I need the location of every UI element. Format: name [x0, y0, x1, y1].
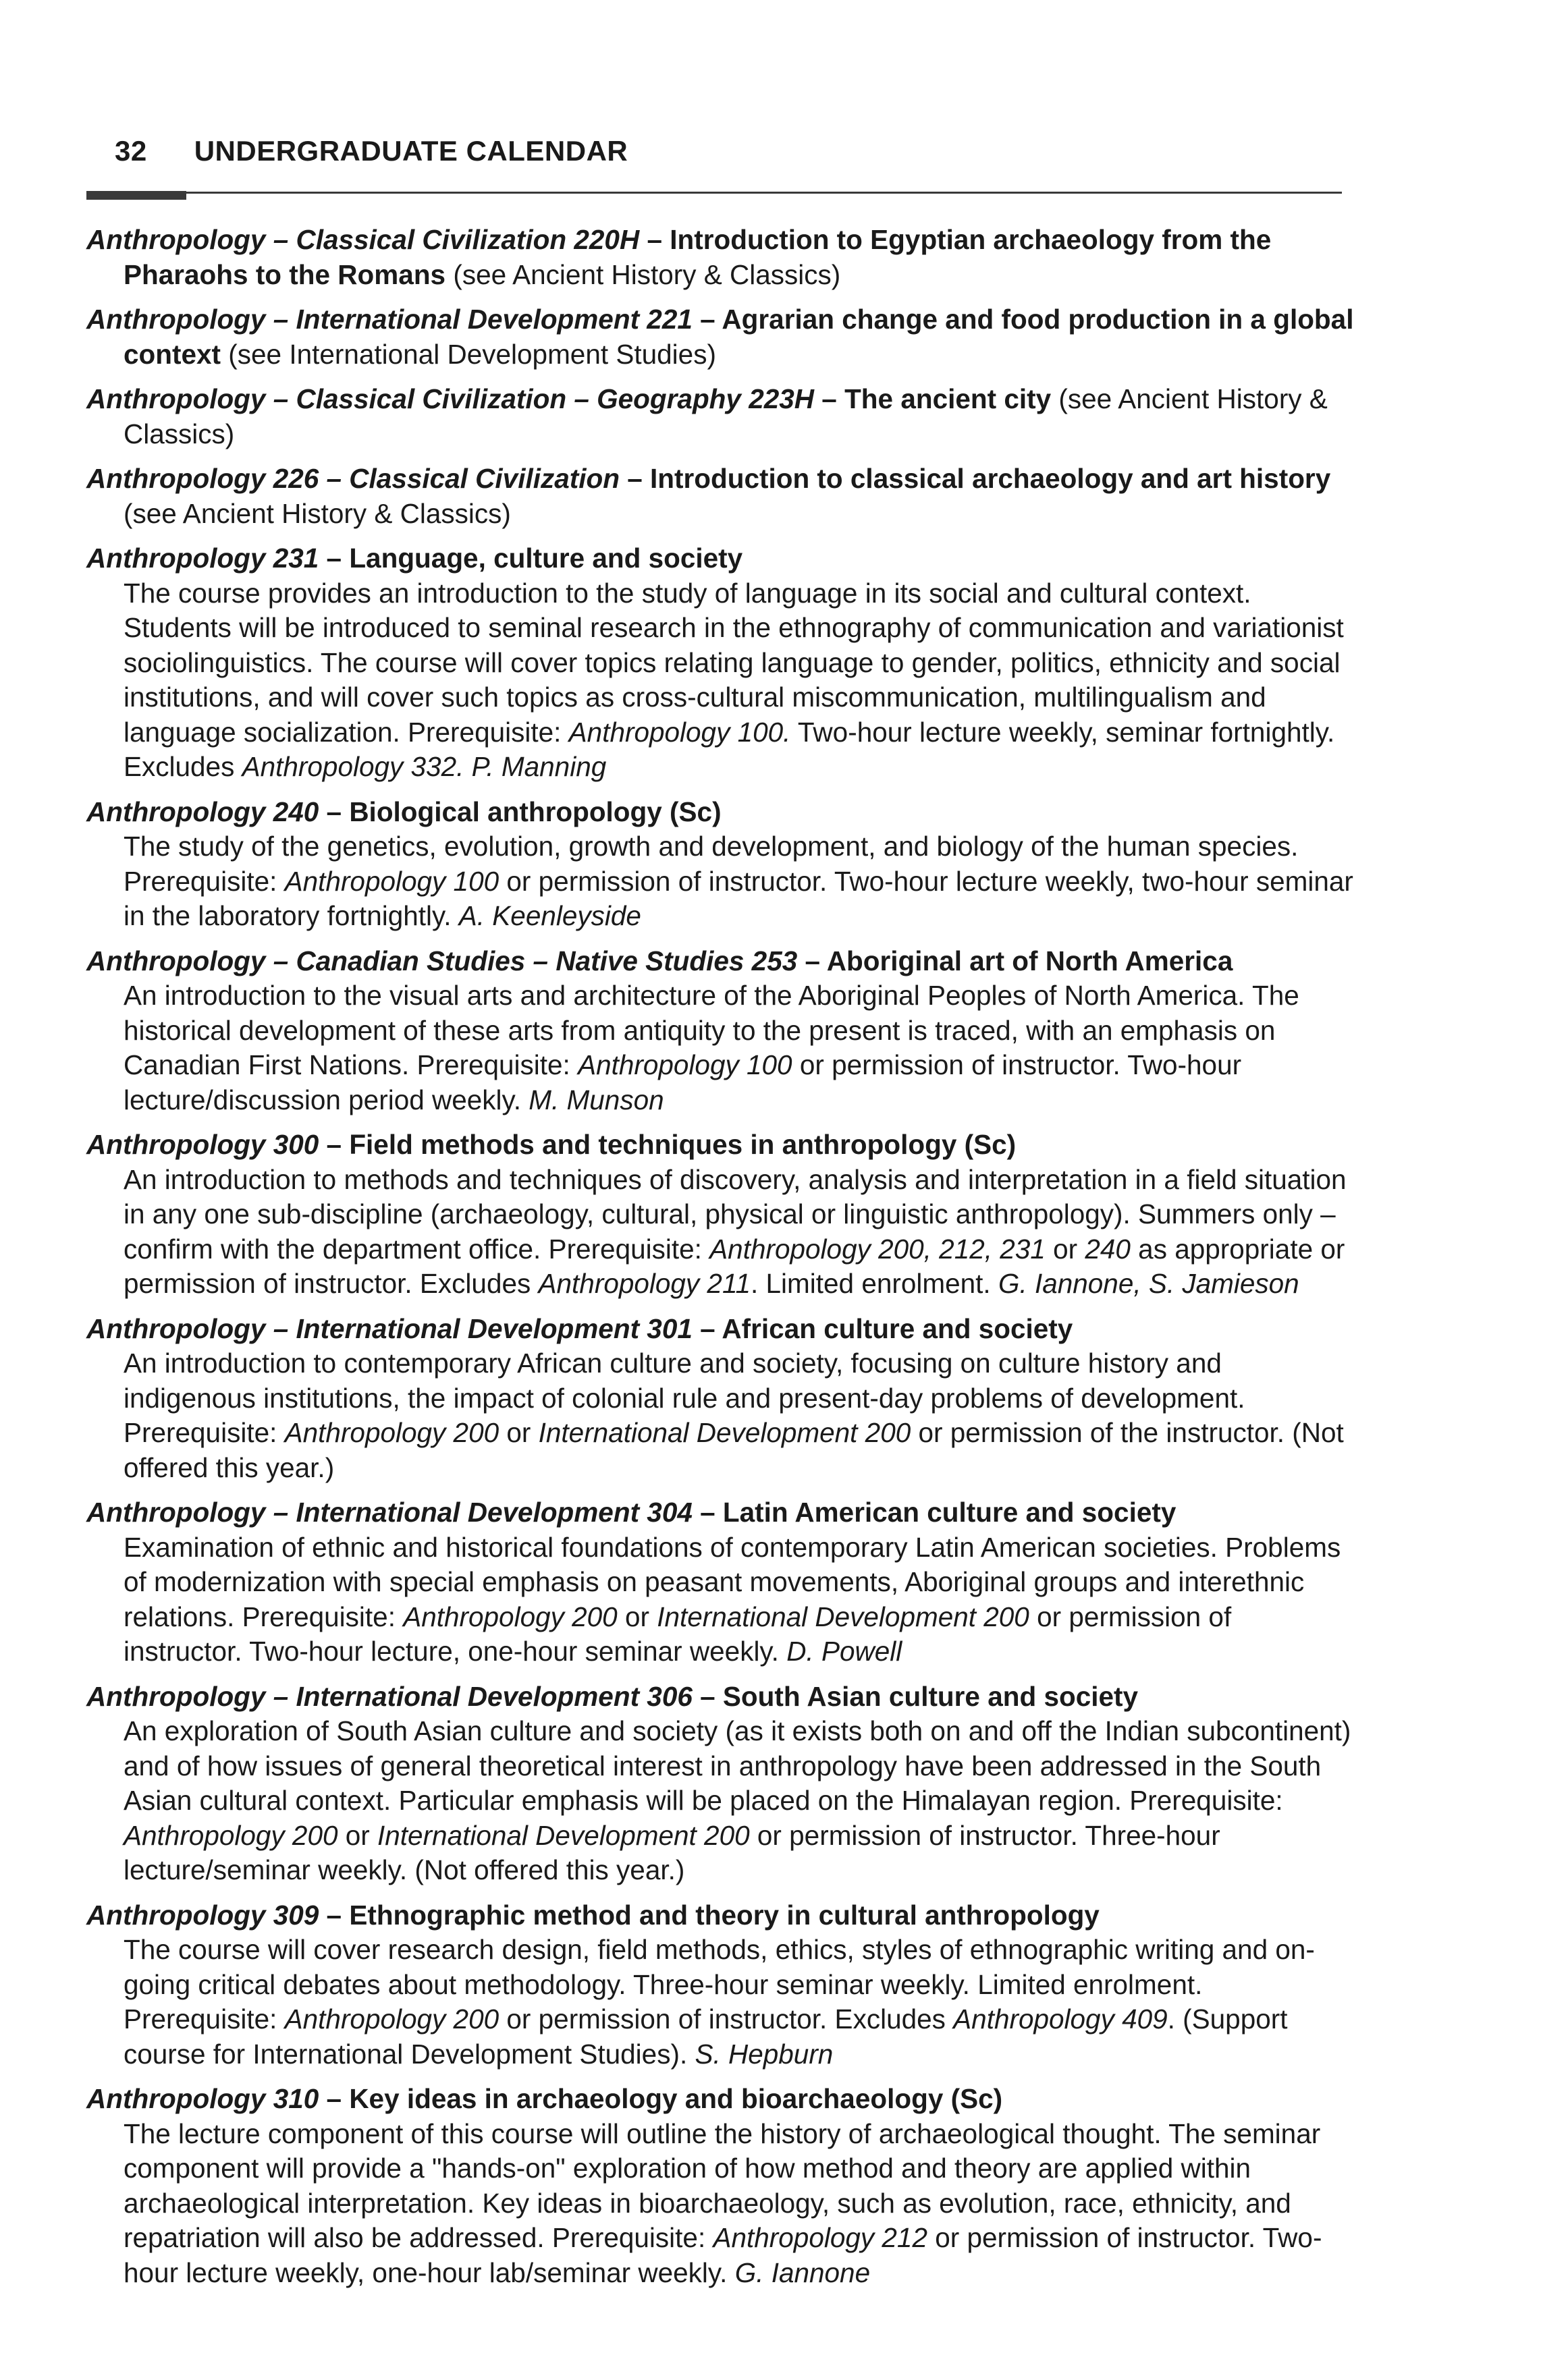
course-name: Latin American culture and society [722, 1497, 1177, 1528]
course-title: Anthropology 309 – Ethnographic method and theory in cultural anthropology [86, 1899, 1100, 1931]
course-title: Anthropology – Canadian Studies – Native Studies 253 – Aboriginal art of North America [86, 945, 1233, 976]
course-entry [86, 462, 1355, 531]
course-code: Anthropology 309 [86, 1899, 319, 1931]
course-title: Anthropology – Classical Civilization 220H – Introduction to Egyptian archaeology from the Pharaohs to the Romans (see Ancient History & Classics) [86, 224, 1272, 290]
course-name: Key ideas in archaeology and bioarchaeology (Sc) [349, 2083, 1003, 2114]
course-name: Aboriginal art of North America [826, 945, 1233, 976]
course-list [86, 223, 1355, 2300]
cross-reference: (see International Development Studies) [221, 338, 716, 370]
course-name: Agrarian change and food production in a global context [124, 304, 1354, 370]
course-entry [86, 944, 1355, 1118]
course-code: Anthropology – International Development 221 [86, 304, 693, 335]
course-description: The course provides an introduction to the study of language in its social and cultural context. Students will be introduced to seminal research in the ethnography of communication and variationist sociolinguistics. The course will cover topics relating language to gender, politics, ethnicity and social institutions, and will cover such topics as cross-cultural miscommunication, multilingualism and language socialization. Prerequisite: Anthropology 100. Two-hour lecture weekly, seminar fortnightly. Excludes Anthropology 332. P. Manning [124, 577, 1344, 782]
course-description: An introduction to the visual arts and architecture of the Aboriginal Peoples of North America. The historical development of these arts from antiquity to the present is traced, with an emphasis on Canadian First Nations. Prerequisite: Anthropology 100 or permission of instructor. Two-hour lecture/discussion period weekly. M. Munson [124, 980, 1299, 1115]
course-description: Examination of ethnic and historical foundations of contemporary Latin American societies. Problems of modernization with special emphasis on peasant movements, Aboriginal groups and interethnic relations. Prerequisite: Anthropology 200 or International Development 200 or permission of instructor. Two-hour lecture, one-hour seminar weekly. D. Powell [124, 1531, 1341, 1667]
course-entry [86, 223, 1355, 292]
course-code: Anthropology 231 [86, 543, 319, 574]
course-code: Anthropology 310 [86, 2083, 319, 2114]
course-name: African culture and society [722, 1312, 1073, 1344]
course-title: Anthropology 310 – Key ideas in archaeology and bioarchaeology (Sc) [86, 2083, 1003, 2114]
course-description: The course will cover research design, field methods, ethics, styles of ethnographic writing and on-going critical debates about methodology. Three-hour seminar weekly. Limited enrolment. Prerequisite: Anthropology 200 or permission of instructor. Excludes Anthropology 409. (Support course for International Development Studies). S. Hepburn [124, 1934, 1315, 2070]
course-title: Anthropology – International Development 301 – African culture and society [86, 1312, 1073, 1344]
course-description: An introduction to methods and techniques of discovery, analysis and interpretation in a field situation in any one sub-discipline (archaeology, cultural, physical or linguistic anthropology). Summers only – confirm with the department office. Prerequisite: Anthropology 200, 212, 231 or 240 as appropriate or permission of instructor. Excludes Anthropology 211. Limited enrolment. G. Iannone, S. Jamieson [124, 1163, 1347, 1299]
page-number: 32 [115, 135, 147, 167]
course-name: Language, culture and society [349, 543, 743, 574]
header-title: UNDERGRADUATE CALENDAR [194, 135, 628, 167]
course-title: Anthropology 300 – Field methods and techniques in anthropology (Sc) [86, 1129, 1017, 1160]
course-entry [86, 1680, 1355, 1888]
cross-reference: (see Ancient History & Classics) [124, 383, 1328, 449]
course-entry [86, 1495, 1355, 1669]
course-name: Ethnographic method and theory in cultural anthropology [349, 1899, 1100, 1931]
cross-reference: (see Ancient History & Classics) [124, 497, 511, 529]
header-rule-accent [86, 191, 186, 200]
course-title: Anthropology – Classical Civilization – Geography 223H – The ancient city (see Ancient History & Classics) [86, 383, 1328, 449]
course-description: The lecture component of this course will outline the history of archaeological thought. The seminar component will provide a "hands-on" exploration of how method and theory are applied within archaeological interpretation. Key ideas in bioarchaeology, such as evolution, race, ethnicity, and repatriation will also be addressed. Prerequisite: Anthropology 212 or permission of instructor. Two-hour lecture weekly, one-hour lab/seminar weekly. G. Iannone [124, 2118, 1322, 2288]
course-name: Biological anthropology (Sc) [349, 796, 722, 827]
course-code: Anthropology 300 [86, 1129, 319, 1160]
course-title: Anthropology – International Development 221 – Agrarian change and food production in a global context (see International Development Studies) [86, 304, 1354, 370]
course-title: Anthropology 231 – Language, culture and society [86, 543, 743, 574]
course-code: Anthropology 226 – Classical Civilization [86, 463, 620, 494]
course-entry [86, 795, 1355, 934]
course-description: The study of the genetics, evolution, growth and development, and biology of the human species. Prerequisite: Anthropology 100 or permission of instructor. Two-hour lecture weekly, two-hour seminar in the laboratory fortnightly. A. Keenleyside [124, 831, 1353, 931]
course-entry [86, 382, 1355, 451]
course-code: Anthropology – International Development 304 [86, 1497, 693, 1528]
course-title: Anthropology 226 – Classical Civilization – Introduction to classical archaeology and art history (see Ancient History & Classics) [86, 463, 1331, 529]
course-entry [86, 2082, 1355, 2290]
course-title: Anthropology 240 – Biological anthropology (Sc) [86, 796, 722, 827]
course-entry [86, 1898, 1355, 2072]
course-entry [86, 302, 1355, 372]
course-entry [86, 1128, 1355, 1302]
course-title: Anthropology – International Development 304 – Latin American culture and society [86, 1497, 1177, 1528]
page-header [115, 135, 628, 167]
course-entry [86, 1312, 1355, 1486]
course-name: Introduction to Egyptian archaeology from the Pharaohs to the Romans [124, 224, 1272, 290]
course-name: Field methods and techniques in anthropology (Sc) [349, 1129, 1017, 1160]
course-code: Anthropology – Classical Civilization – Geography 223H [86, 383, 815, 414]
course-entry [86, 541, 1355, 785]
course-name: The ancient city [844, 383, 1052, 414]
course-name: South Asian culture and society [722, 1680, 1139, 1712]
course-name: Introduction to classical archaeology and art history [649, 463, 1331, 494]
cross-reference: (see Ancient History & Classics) [445, 258, 841, 290]
course-code: Anthropology – Canadian Studies – Native Studies 253 [86, 945, 798, 976]
course-description: An introduction to contemporary African culture and society, focusing on culture history and indigenous institutions, the impact of colonial rule and present-day problems of development. Prerequisite: Anthropology 200 or International Development 200 or permission of the instructor. (Not offered this year.) [124, 1348, 1344, 1483]
course-code: Anthropology 240 [86, 796, 319, 827]
course-title: Anthropology – International Development 306 – South Asian culture and society [86, 1680, 1139, 1712]
course-code: Anthropology – International Development 301 [86, 1312, 693, 1344]
header-rule [86, 192, 1342, 194]
course-code: Anthropology – Classical Civilization 220H [86, 224, 640, 255]
course-description: An exploration of South Asian culture and society (as it exists both on and off the Indian subcontinent) and of how issues of general theoretical interest in anthropology have been addressed in the South Asian cultural context. Particular emphasis will be placed on the Himalayan region. Prerequisite: Anthropology 200 or International Development 200 or permission of instructor. Three-hour lecture/seminar weekly. (Not offered this year.) [124, 1715, 1351, 1885]
course-code: Anthropology – International Development 306 [86, 1680, 693, 1712]
